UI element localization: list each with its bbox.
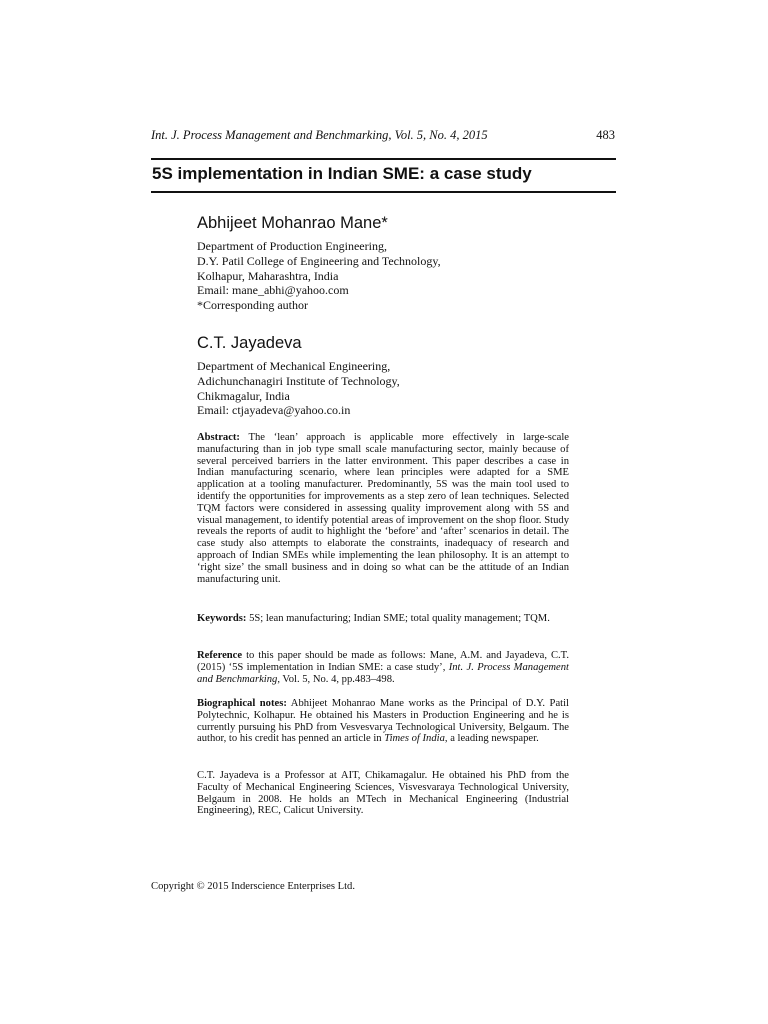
biographical-notes (197, 698, 569, 745)
reference (197, 650, 569, 685)
author-name: C.T. Jayadeva (197, 334, 302, 352)
abstract-label: Abstract: (197, 432, 240, 443)
journal-citation: Int. J. Process Management and Benchmarking, Vol. 5, No. 4, 2015 (151, 128, 488, 142)
abstract-text: The ‘lean’ approach is applicable more effectively in large-scale manufacturing than in job type small scale manufacturing sector, mainly because of several perceived barriers in the latter environment. This paper describes a case in Indian manufacturing scenario, where lean principles were adapted for a SME application at a tooling manufacturer. Predominantly, 5S was the main tool used to identify the opportunities for improvements as a step zero of lean techniques. Selected TQM factors were considered in assessing quality improvement along with 5S and visual management, to identify potential areas of improvement on the shop floor. Study reveals the reports of audit to highlight the ‘before’ and ‘after’ scenarios in detail. The case study also attempts to elaborate the constraints, inadequacy of research and approach of Indian SMEs while implementing the lean philosophy. It is an attempt to ‘right size’ the small business and in doing so what can be the attitude of an Indian manufacturing unit. (197, 432, 569, 585)
bio-newspaper: Times of India (384, 733, 445, 745)
reference-text: to this paper should be made as follows: Mane, A.M. and Jayadeva, C.T. (2015) ‘5S implementation in Indian SME: a case study’, (197, 650, 569, 673)
page-number: 483 (596, 128, 615, 142)
reference-journal: Int. J. Process Management and Benchmarking (197, 661, 569, 685)
affiliation-department: Department of Production Engineering, (197, 239, 387, 253)
affiliation-department: Department of Mechanical Engineering, (197, 359, 391, 373)
affiliation-location: Kolhapur, Maharashtra, India (197, 268, 339, 283)
running-header (151, 128, 615, 143)
keywords-text: 5S; lean manufacturing; Indian SME; total quality management; TQM. (249, 613, 550, 624)
affiliation-email: Email: ctjayadeva@yahoo.co.in (197, 403, 351, 418)
keywords (197, 613, 569, 625)
bio2-text: C.T. Jayadeva is a Professor at AIT, Chikamagalur. He obtained his PhD from the Faculty of Mechanical Engineering Sciences, Visvesvaraya Technological University, Belgaum in 2008. He holds an MTech in Mechanical Engineering (Industrial Engineering), REC, Calicut University. (197, 770, 569, 817)
affiliation-institution: D.Y. Patil College of Engineering and Technology, (197, 253, 441, 268)
biographical-notes-2 (197, 770, 569, 817)
affiliation-location: Chikmagalur, India (197, 388, 290, 403)
affiliation-institution: Adichunchanagiri Institute of Technology, (197, 373, 400, 388)
bio-label: Biographical notes: (197, 698, 287, 709)
author-block-1 (197, 214, 577, 313)
affiliation-email: Email: mane_abhi@yahoo.com (197, 283, 349, 298)
reference-volume: , Vol. 5, No. 4, pp.483–498. (277, 673, 395, 685)
paper-title: 5S implementation in Indian SME: a case study (152, 164, 532, 183)
author-block-2 (197, 334, 577, 418)
abstract (197, 432, 569, 585)
keywords-label: Keywords: (197, 613, 247, 624)
author-name: Abhijeet Mohanrao Mane* (197, 214, 388, 232)
corresponding-author-note: *Corresponding author (197, 298, 308, 313)
bio-text: Abhijeet Mohanrao Mane works as the Principal of D.Y. Patil Polytechnic, Kolhapur. He obtained his Masters in Production Engineering and he is currently pursuing his PhD from Vesvesvarya Technological University, Belgaum. The author, to his credit has penned an article in (197, 698, 569, 745)
title-rule-bottom (151, 191, 616, 193)
bio-text-end: , a leading newspaper. (444, 733, 539, 745)
reference-label: Reference (197, 650, 243, 661)
title-rule-top (151, 158, 616, 160)
copyright: Copyright © 2015 Inderscience Enterprises Ltd. (151, 881, 355, 892)
